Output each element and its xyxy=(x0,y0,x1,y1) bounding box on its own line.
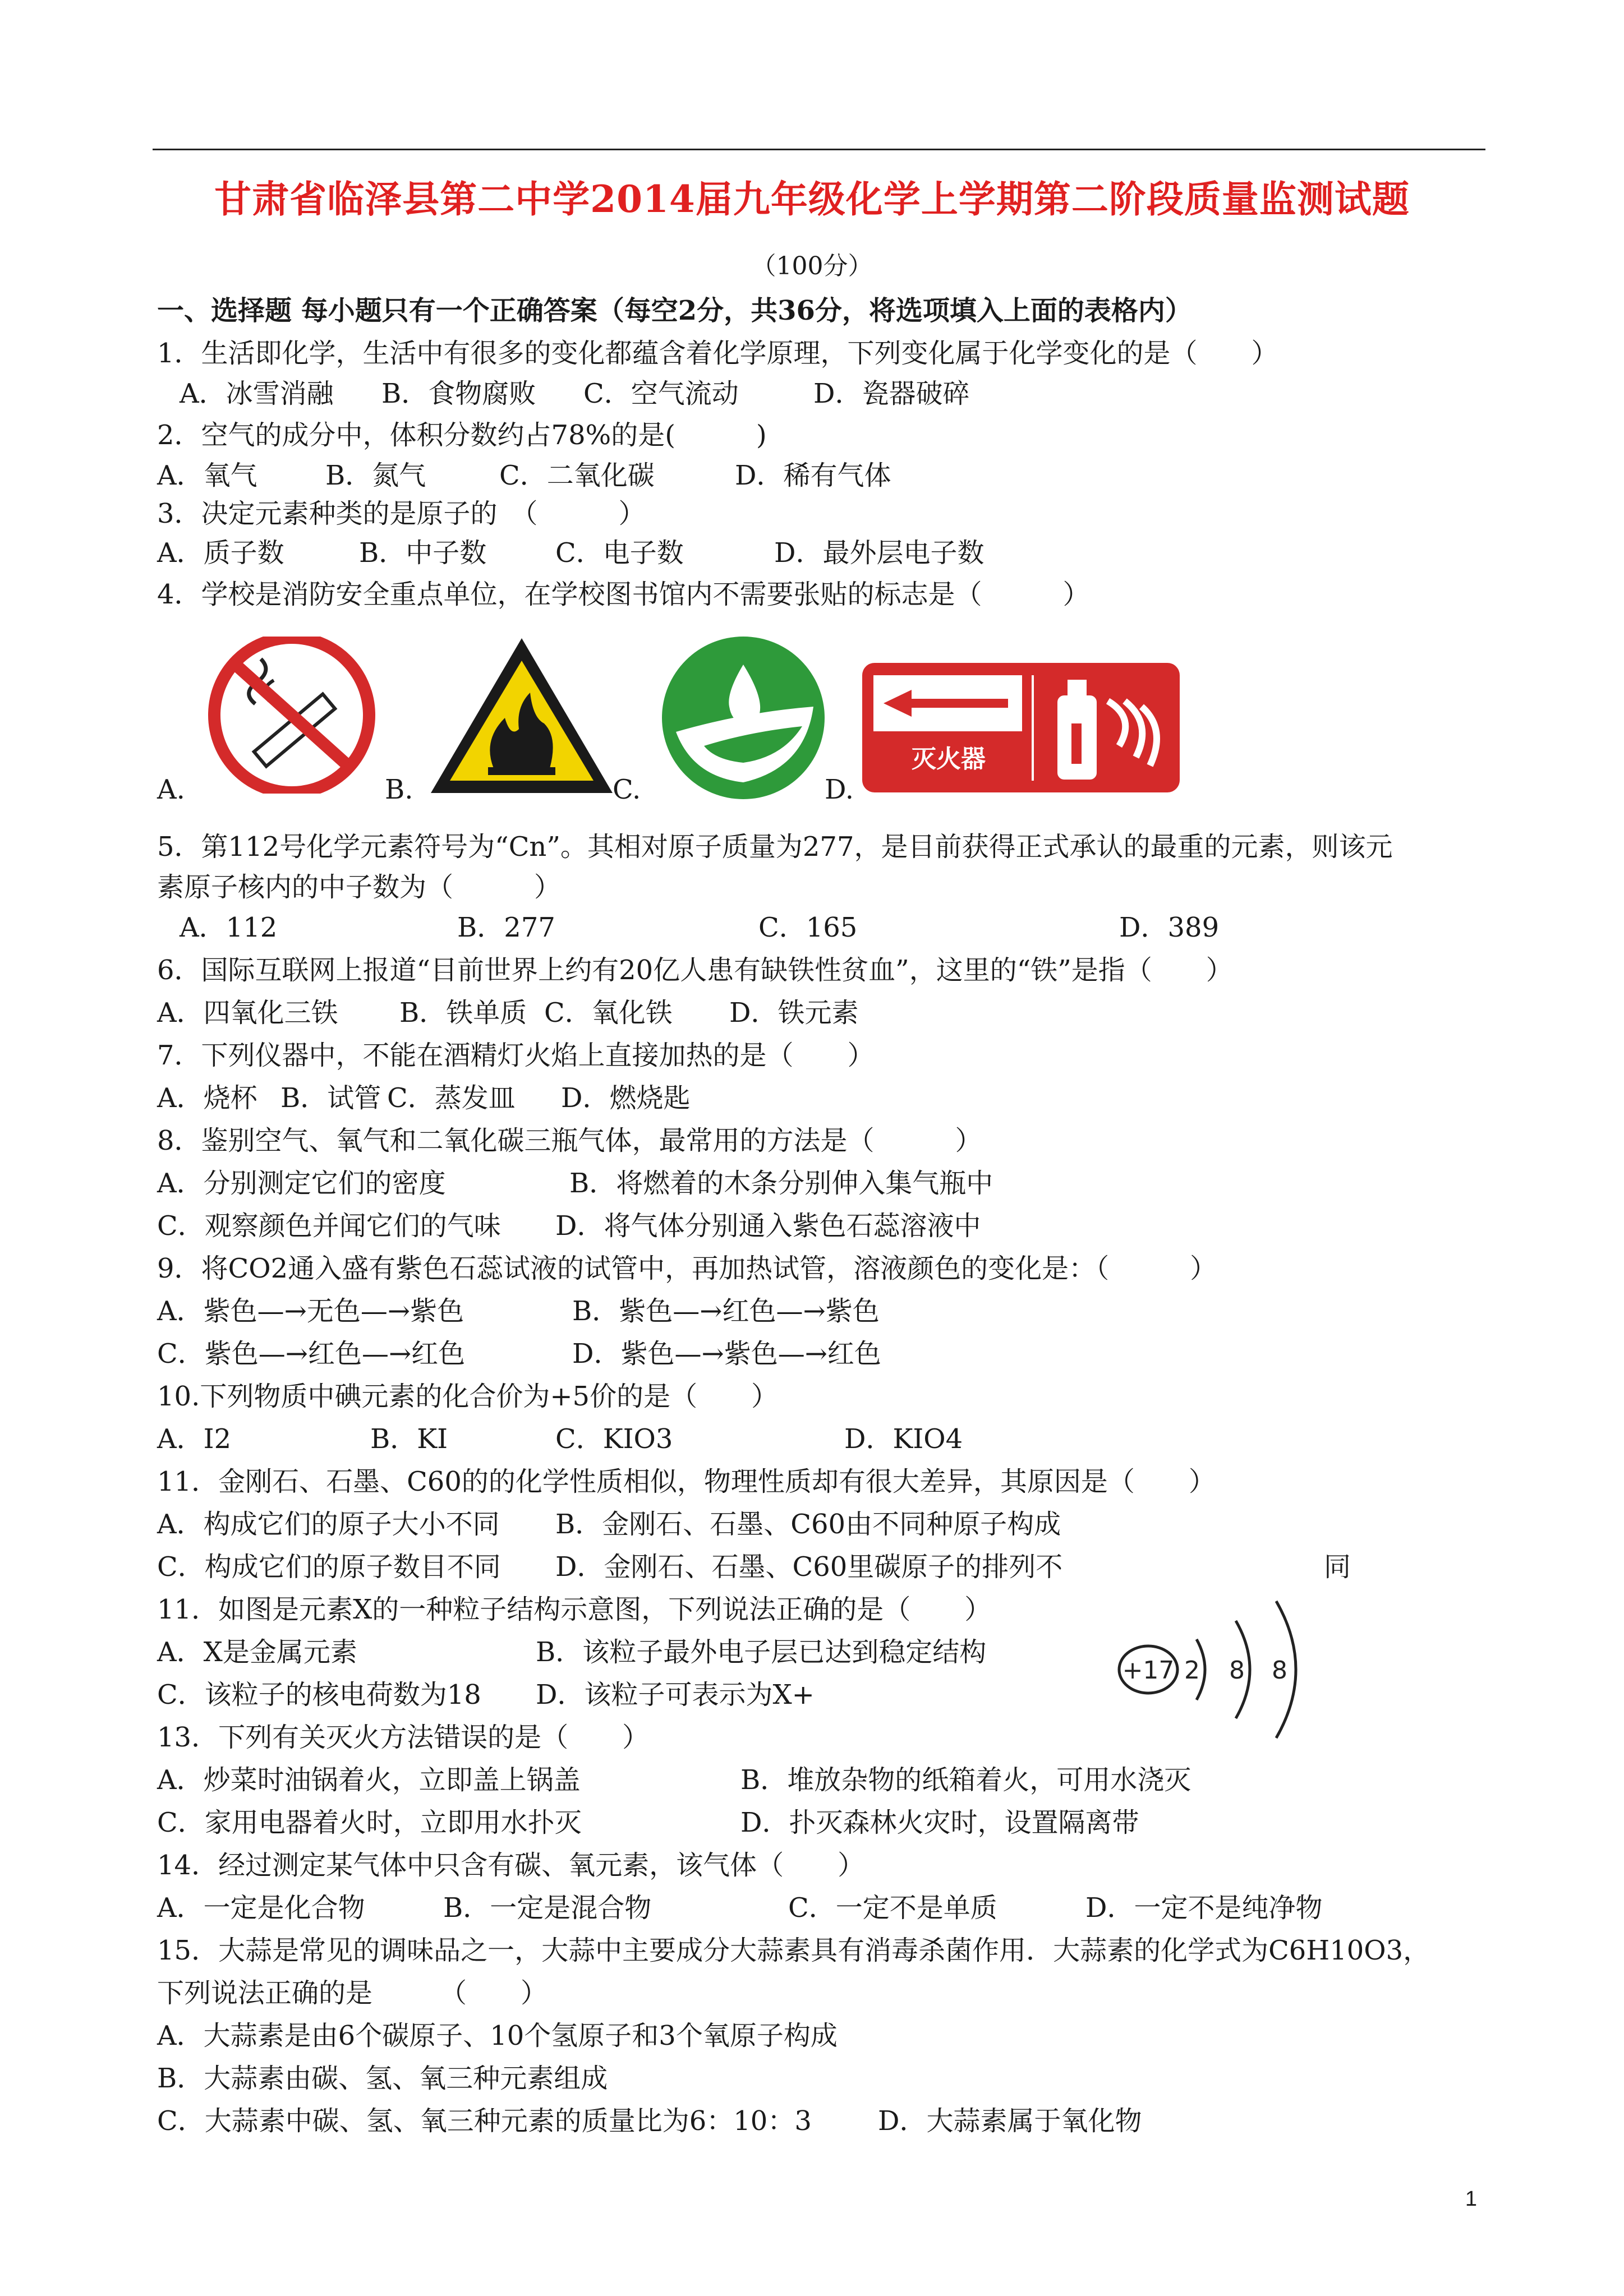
option-13b: B．堆放杂物的纸箱着火，可用水浇灭 xyxy=(740,1764,1191,1796)
option-15c: C．大蒜素中碳、氢、氧三种元素的质量比为6：10：3 xyxy=(157,2105,812,2137)
option-5b: B．277 xyxy=(457,912,555,943)
total-score: （100分） xyxy=(751,252,873,280)
option-6a: A．四氧化三铁 xyxy=(157,997,338,1029)
no-smoking-sign xyxy=(202,637,387,794)
option-12d: D．该粒子可表示为X+ xyxy=(536,1679,815,1711)
option-10c: C．KIO3 xyxy=(555,1423,673,1455)
page-title: 甘肃省临泽县第二中学2014届九年级化学上学期第二阶段质量监测试题 xyxy=(214,177,1410,221)
option-1b: B．食物腐败 xyxy=(381,378,536,409)
option-7b: B．试管 xyxy=(280,1082,381,1114)
option-7a: A．烧杯 xyxy=(157,1082,257,1114)
flammable-warning-sign xyxy=(426,634,617,796)
question-6: 6．国际互联网上报道“目前世界上约有20亿人患有缺铁性贫血”，这里的“铁”是指（ ） xyxy=(157,955,1233,986)
option-3a: A．质子数 xyxy=(157,537,284,569)
question-5: 5．第112号化学元素符号为“Cn”。其相对原子质量为277，是目前获得正式承认的最重的元素，则该元 xyxy=(157,831,1393,863)
option-14a: A．一定是化合物 xyxy=(157,1892,365,1924)
option-9c: C．紫色—→红色—→红色 xyxy=(157,1338,466,1370)
question-14: 14．经过测定某气体中只含有碳、氧元素，该气体（ ） xyxy=(157,1850,865,1881)
option-12c: C．该粒子的核电荷数为18 xyxy=(157,1679,481,1711)
question-8: 8．鉴别空气、氧气和二氧化碳三瓶气体，最常用的方法是（ ） xyxy=(157,1125,982,1156)
question-2: 2．空气的成分中，体积分数约占78%的是( ) xyxy=(157,419,767,451)
question-11: 11．金刚石、石墨、C60的的化学性质相似，物理性质却有很大差异，其原因是（ ） xyxy=(157,1466,1216,1497)
option-13d: D．扑灭森林火灾时，设置隔离带 xyxy=(740,1807,1139,1838)
option-2c: C．二氧化碳 xyxy=(499,460,655,491)
option-9d: D．紫色—→紫色—→红色 xyxy=(572,1338,881,1370)
option-1a: A．冰雪消融 xyxy=(180,378,334,409)
option-15d: D．大蒜素属于氧化物 xyxy=(878,2105,1142,2137)
option-3b: B．中子数 xyxy=(359,537,487,569)
question-13: 13．下列有关灭火方法错误的是（ ） xyxy=(157,1722,650,1753)
option-11a: A．构成它们的原子大小不同 xyxy=(157,1509,500,1540)
question-15: 15．大蒜是常见的调味品之一，大蒜中主要成分大蒜素具有消毒杀菌作用．大蒜素的化学式为C6H10O3， xyxy=(157,1935,1430,1966)
option-8c: C．观察颜色并闻它们的气味 xyxy=(157,1210,501,1242)
option-8a: A．分别测定它们的密度 xyxy=(157,1168,446,1199)
section-heading: 一、选择题 每小题只有一个正确答案（每空2分，共36分，将选项填入上面的表格内） xyxy=(157,295,1192,326)
option-14c: C．一定不是单质 xyxy=(788,1892,997,1924)
option-11d-tail: 同 xyxy=(1324,1551,1351,1583)
option-4c: C. xyxy=(613,774,641,805)
question-3: 3．决定元素种类的是原子的 （ ） xyxy=(157,498,646,529)
option-3c: C．电子数 xyxy=(555,537,684,569)
option-10b: B．KI xyxy=(370,1423,448,1455)
shell-3-electrons: 8 xyxy=(1272,1656,1287,1685)
option-8b: B．将燃着的木条分别伸入集气瓶中 xyxy=(569,1168,993,1199)
nucleus-charge: +17 xyxy=(1122,1656,1175,1685)
page-number: 1 xyxy=(1465,2187,1477,2211)
option-3d: D．最外层电子数 xyxy=(774,537,984,569)
shell-2-electrons: 8 xyxy=(1229,1656,1245,1685)
option-2a: A．氧气 xyxy=(157,460,257,491)
option-4d: D. xyxy=(825,774,854,805)
option-11b: B．金刚石、石墨、C60由不同种原子构成 xyxy=(555,1509,1061,1540)
header-rule xyxy=(153,149,1485,150)
option-12b: B．该粒子最外电子层已达到稳定结构 xyxy=(536,1636,987,1668)
atomic-structure-diagram xyxy=(1114,1596,1321,1744)
option-4b: B. xyxy=(385,774,413,805)
option-4a: A. xyxy=(157,774,185,805)
question-7: 7．下列仪器中，不能在酒精灯火焰上直接加热的是（ ） xyxy=(157,1040,875,1071)
option-2d: D．稀有气体 xyxy=(735,460,891,491)
question-15-cont: 下列说法正确的是 （ ） xyxy=(157,1977,548,2009)
option-1d: D．瓷器破碎 xyxy=(813,378,970,409)
options-15-row3 xyxy=(0,2104,1624,2205)
question-4: 4．学校是消防安全重点单位，在学校图书馆内不需要张贴的标志是（ ） xyxy=(157,579,1090,610)
question-1: 1．生活即化学，生活中有很多的变化都蕴含着化学原理，下列变化属于化学变化的是（ ） xyxy=(157,338,1278,369)
option-6c: C．氧化铁 xyxy=(544,997,673,1029)
question-5-cont: 素原子核内的中子数为（ ） xyxy=(157,872,562,903)
option-8d: D．将气体分别通入紫色石蕊溶液中 xyxy=(555,1210,981,1242)
extinguisher-label: 灭火器 xyxy=(912,745,986,773)
option-7d: D．燃烧匙 xyxy=(561,1082,691,1114)
question-9: 9．将CO2通入盛有紫色石蕊试液的试管中，再加热试管，溶液颜色的变化是：（ ） xyxy=(157,1253,1217,1284)
option-5a: A．112 xyxy=(180,912,278,943)
question-12: 11．如图是元素X的一种粒子结构示意图，下列说法正确的是（ ） xyxy=(157,1594,992,1625)
option-2b: B．氮气 xyxy=(325,460,426,491)
question-10: 10.下列物质中碘元素的化合价为+5价的是（ ） xyxy=(157,1381,779,1412)
option-12a: A．X是金属元素 xyxy=(157,1636,357,1668)
option-13c: C．家用电器着火时，立即用水扑灭 xyxy=(157,1807,582,1838)
option-15a: A．大蒜素是由6个碳原子、10个氢原子和3个氧原子构成 xyxy=(157,2020,838,2051)
option-6d: D．铁元素 xyxy=(729,997,859,1029)
option-15b: B．大蒜素由碳、氢、氧三种元素组成 xyxy=(157,2063,608,2094)
option-10d: D．KIO4 xyxy=(844,1423,963,1455)
shell-1-electrons: 2 xyxy=(1184,1656,1200,1685)
option-9b: B．紫色—→红色—→紫色 xyxy=(572,1295,880,1327)
option-9a: A．紫色—→无色—→紫色 xyxy=(157,1295,464,1327)
option-11c: C．构成它们的原子数目不同 xyxy=(157,1551,501,1583)
option-1c: C．空气流动 xyxy=(583,378,739,409)
option-14b: B．一定是混合物 xyxy=(443,1892,652,1924)
option-10a: A．I2 xyxy=(157,1423,232,1455)
option-13a: A．炒菜时油锅着火，立即盖上锅盖 xyxy=(157,1764,581,1796)
option-14d: D．一定不是纯净物 xyxy=(1085,1892,1323,1924)
option-7c: C．蒸发皿 xyxy=(387,1082,516,1114)
option-6b: B．铁单质 xyxy=(399,997,527,1029)
option-11d: D．金刚石、石墨、C60里碳原子的排列不 xyxy=(555,1551,1063,1583)
option-5d: D．389 xyxy=(1119,912,1220,943)
option-5c: C．165 xyxy=(758,912,858,943)
